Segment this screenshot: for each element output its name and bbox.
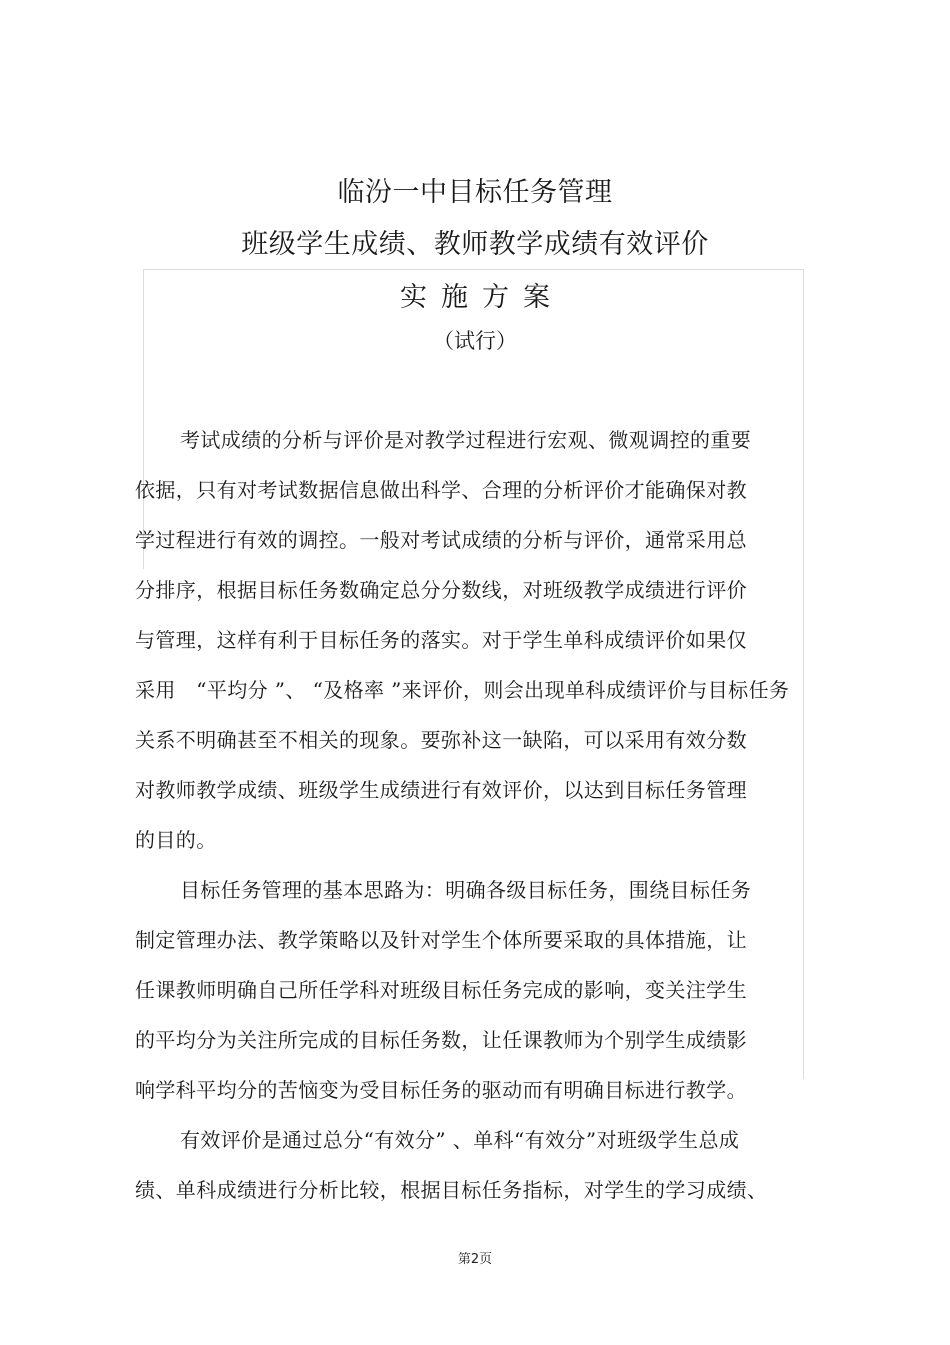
- body-line: 目标任务管理的基本思路为：明确各级目标任务，围绕目标任务: [180, 878, 752, 902]
- frame-border-right: [803, 269, 804, 1079]
- body-line: 与管理，这样有利于目标任务的落实。对于学生单科成绩评价如果仅: [135, 628, 747, 652]
- body-line: 任课教师明确自己所任学科对班级目标任务完成的影响，变关注学生: [135, 978, 747, 1002]
- body-line: 有效评价是通过总分“有效分” 、单科“有效分”对班级学生总成: [180, 1128, 740, 1152]
- body-line: 依据，只有对考试数据信息做出科学、合理的分析评价才能确保对教: [135, 478, 747, 502]
- body-line: 响学科平均分的苦恼变为受目标任务的驱动而有明确目标进行教学。: [135, 1078, 747, 1102]
- page-number: 第2页: [457, 1252, 493, 1267]
- body-line: 学过程进行有效的调控。一般对考试成绩的分析与评价，通常采用总: [135, 528, 747, 552]
- body-line: 的平均分为关注所完成的目标任务数，让任课教师为个别学生成绩影: [135, 1028, 747, 1052]
- body-line: 绩、单科成绩进行分析比较，根据目标任务指标，对学生的学习成绩、: [135, 1178, 768, 1202]
- body-line: 采用 “平均分 ”、 “及格率 ”来评价，则会出现单科成绩评价与目标任务: [135, 678, 790, 702]
- frame-border-left: [143, 269, 144, 569]
- title-line-1: 临汾一中目标任务管理: [337, 177, 613, 208]
- title-line-2: 班级学生成绩、教师教学成绩有效评价: [241, 229, 709, 260]
- frame-border-top: [143, 269, 804, 270]
- body-line: 的目的。: [135, 828, 217, 852]
- title-line-3: 实施方案: [400, 282, 564, 313]
- body-line: 考试成绩的分析与评价是对教学过程进行宏观、微观调控的重要: [180, 428, 752, 452]
- body-line: 关系不明确甚至不相关的现象。要弥补这一缺陷，可以采用有效分数: [135, 728, 747, 752]
- body-line: 分排序，根据目标任务数确定总分分数线，对班级教学成绩进行评价: [135, 578, 747, 602]
- body-line: 制定管理办法、教学策略以及针对学生个体所要采取的具体措施，让: [135, 928, 747, 952]
- title-line-4: （试行）: [433, 329, 517, 353]
- body-line: 对教师教学成绩、班级学生成绩进行有效评价，以达到目标任务管理: [135, 778, 747, 802]
